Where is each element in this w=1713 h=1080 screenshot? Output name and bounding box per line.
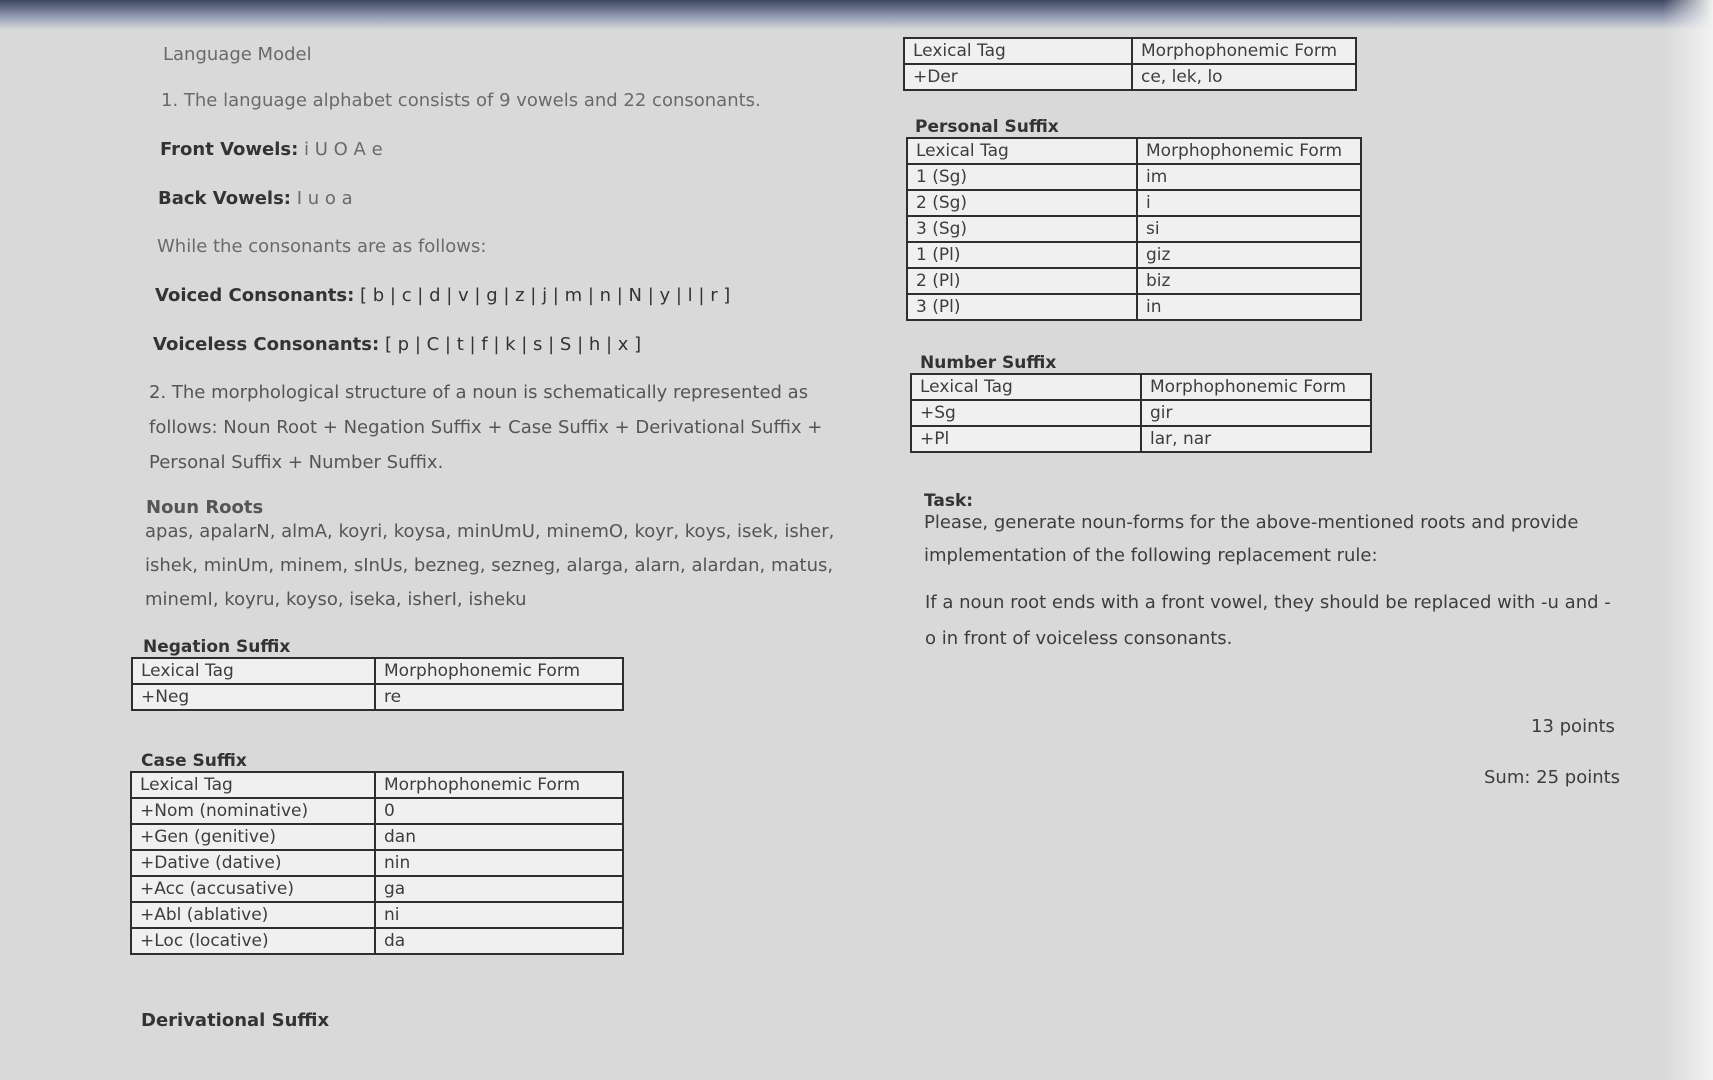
- header-morphophonemic-form: Morphophonemic Form: [1132, 38, 1356, 64]
- table-row: [132, 684, 623, 710]
- voiceless-consonants-line: [153, 334, 641, 355]
- rule-line-2: o in front of voiceless consonants.: [925, 628, 1233, 649]
- lexical-tag-cell: +Loc (locative): [131, 928, 375, 954]
- table-row: [911, 426, 1371, 452]
- morph-form-cell: nin: [375, 850, 623, 876]
- lexical-tag-cell: 1 (Pl): [907, 242, 1137, 268]
- replacement-rule-paragraph: [925, 585, 1625, 657]
- morph-form-cell: lar, nar: [1141, 426, 1371, 452]
- lexical-tag-cell: +Abl (ablative): [131, 902, 375, 928]
- voiceless-consonants-value: [ p | C | t | f | k | s | S | h | x ]: [384, 334, 642, 355]
- lexical-tag-cell: +Neg: [132, 684, 375, 710]
- morph-form-cell: ce, lek, lo: [1132, 64, 1356, 90]
- morph-form-cell: im: [1137, 164, 1361, 190]
- table-row: [131, 902, 623, 928]
- table-header-row: [911, 374, 1371, 400]
- morph-form-cell: i: [1137, 190, 1361, 216]
- table-row: [907, 294, 1361, 320]
- front-vowels-value: i U O A e: [304, 139, 383, 160]
- lexical-tag-cell: 2 (Sg): [907, 190, 1137, 216]
- header-lexical-tag: Lexical Tag: [904, 38, 1132, 64]
- table-row: [131, 850, 623, 876]
- points-label: 13 points: [1531, 716, 1615, 737]
- document-header: Language Model: [163, 44, 312, 65]
- table-row: [131, 824, 623, 850]
- case-suffix-table: [130, 771, 624, 955]
- number-suffix-caption: Number Suffix: [920, 353, 1057, 373]
- morph-form-cell: si: [1137, 216, 1361, 242]
- number-suffix-table: [910, 373, 1372, 453]
- lexical-tag-cell: +Gen (genitive): [131, 824, 375, 850]
- table-row: [131, 928, 623, 954]
- table-row: [907, 190, 1361, 216]
- case-suffix-caption: Case Suffix: [141, 751, 247, 771]
- morph-form-cell: da: [375, 928, 623, 954]
- morphology-line-2: follows: Noun Root + Negation Suffix + Case Suffix + Derivational Suffix +: [149, 417, 823, 438]
- table-header-row: [132, 658, 623, 684]
- table-header-row: [904, 38, 1356, 64]
- task-line-1: Please, generate noun-forms for the above-mentioned roots and provide: [924, 512, 1579, 533]
- morphology-line-1: 2. The morphological structure of a noun is schematically represented as: [149, 382, 809, 403]
- header-morphophonemic-form: Morphophonemic Form: [375, 658, 623, 684]
- table-header-row: [131, 772, 623, 798]
- lexical-tag-cell: +Nom (nominative): [131, 798, 375, 824]
- consonants-intro: While the consonants are as follows:: [157, 236, 487, 257]
- lexical-tag-cell: +Sg: [911, 400, 1141, 426]
- table-row: [904, 64, 1356, 90]
- table-row: [907, 242, 1361, 268]
- morph-form-cell: 0: [375, 798, 623, 824]
- front-vowels-line: [160, 139, 383, 160]
- morph-form-cell: biz: [1137, 268, 1361, 294]
- lexical-tag-cell: +Acc (accusative): [131, 876, 375, 902]
- lexical-tag-cell: +Pl: [911, 426, 1141, 452]
- header-morphophonemic-form: Morphophonemic Form: [375, 772, 623, 798]
- negation-suffix-table: [131, 657, 624, 711]
- header-lexical-tag: Lexical Tag: [132, 658, 375, 684]
- lexical-tag-cell: 3 (Sg): [907, 216, 1137, 242]
- rule-line-1: If a noun root ends with a front vowel, they should be replaced with -u and -: [925, 592, 1611, 613]
- back-vowels-line: [158, 188, 353, 209]
- morphology-line-3: Personal Suffix + Number Suffix.: [149, 452, 444, 473]
- noun-roots-title: Noun Roots: [146, 497, 264, 518]
- table-row: [907, 164, 1361, 190]
- negation-suffix-caption: Negation Suffix: [143, 637, 291, 657]
- personal-suffix-table: [906, 137, 1362, 321]
- sum-points-label: Sum: 25 points: [1484, 767, 1621, 788]
- morph-form-cell: giz: [1137, 242, 1361, 268]
- task-title: Task:: [924, 491, 974, 511]
- morph-form-cell: re: [375, 684, 623, 710]
- noun-roots-line-3: minemI, koyru, koyso, iseka, isherI, isheku: [145, 589, 527, 610]
- header-lexical-tag: Lexical Tag: [131, 772, 375, 798]
- back-vowels-value: I u o a: [296, 188, 353, 209]
- voiced-consonants-value: [ b | c | d | v | g | z | j | m | n | N | y | l | r ]: [360, 285, 731, 306]
- lexical-tag-cell: +Der: [904, 64, 1132, 90]
- alphabet-statement: 1. The language alphabet consists of 9 vowels and 22 consonants.: [161, 90, 761, 111]
- derivational-suffix-title: Derivational Suffix: [141, 1010, 330, 1031]
- lexical-tag-cell: 1 (Sg): [907, 164, 1137, 190]
- voiceless-consonants-label: Voiceless Consonants:: [153, 334, 380, 355]
- back-vowels-label: Back Vowels:: [158, 188, 292, 209]
- derivational-suffix-table: [903, 37, 1357, 91]
- lexical-tag-cell: +Dative (dative): [131, 850, 375, 876]
- morphology-paragraph: [149, 375, 849, 480]
- voiced-consonants-label: Voiced Consonants:: [155, 285, 355, 306]
- header-morphophonemic-form: Morphophonemic Form: [1137, 138, 1361, 164]
- morph-form-cell: ga: [375, 876, 623, 902]
- header-lexical-tag: Lexical Tag: [911, 374, 1141, 400]
- table-header-row: [907, 138, 1361, 164]
- header-lexical-tag: Lexical Tag: [907, 138, 1137, 164]
- personal-suffix-caption: Personal Suffix: [915, 117, 1059, 137]
- morph-form-cell: ni: [375, 902, 623, 928]
- table-row: [911, 400, 1371, 426]
- noun-roots-list: [145, 515, 865, 617]
- morph-form-cell: in: [1137, 294, 1361, 320]
- table-row: [131, 876, 623, 902]
- task-paragraph: [924, 506, 1624, 572]
- header-morphophonemic-form: Morphophonemic Form: [1141, 374, 1371, 400]
- lexical-tag-cell: 2 (Pl): [907, 268, 1137, 294]
- lexical-tag-cell: 3 (Pl): [907, 294, 1137, 320]
- front-vowels-label: Front Vowels:: [160, 139, 299, 160]
- task-line-2: implementation of the following replacement rule:: [924, 545, 1378, 566]
- morph-form-cell: dan: [375, 824, 623, 850]
- voiced-consonants-line: [155, 285, 730, 306]
- table-row: [907, 268, 1361, 294]
- noun-roots-line-1: apas, apalarN, almA, koyri, koysa, minUmU, minemO, koyr, koys, isek, isher,: [145, 521, 835, 542]
- morph-form-cell: gir: [1141, 400, 1371, 426]
- table-row: [131, 798, 623, 824]
- noun-roots-line-2: ishek, minUm, minem, sInUs, bezneg, sezneg, alarga, alarn, alardan, matus,: [145, 555, 834, 576]
- table-row: [907, 216, 1361, 242]
